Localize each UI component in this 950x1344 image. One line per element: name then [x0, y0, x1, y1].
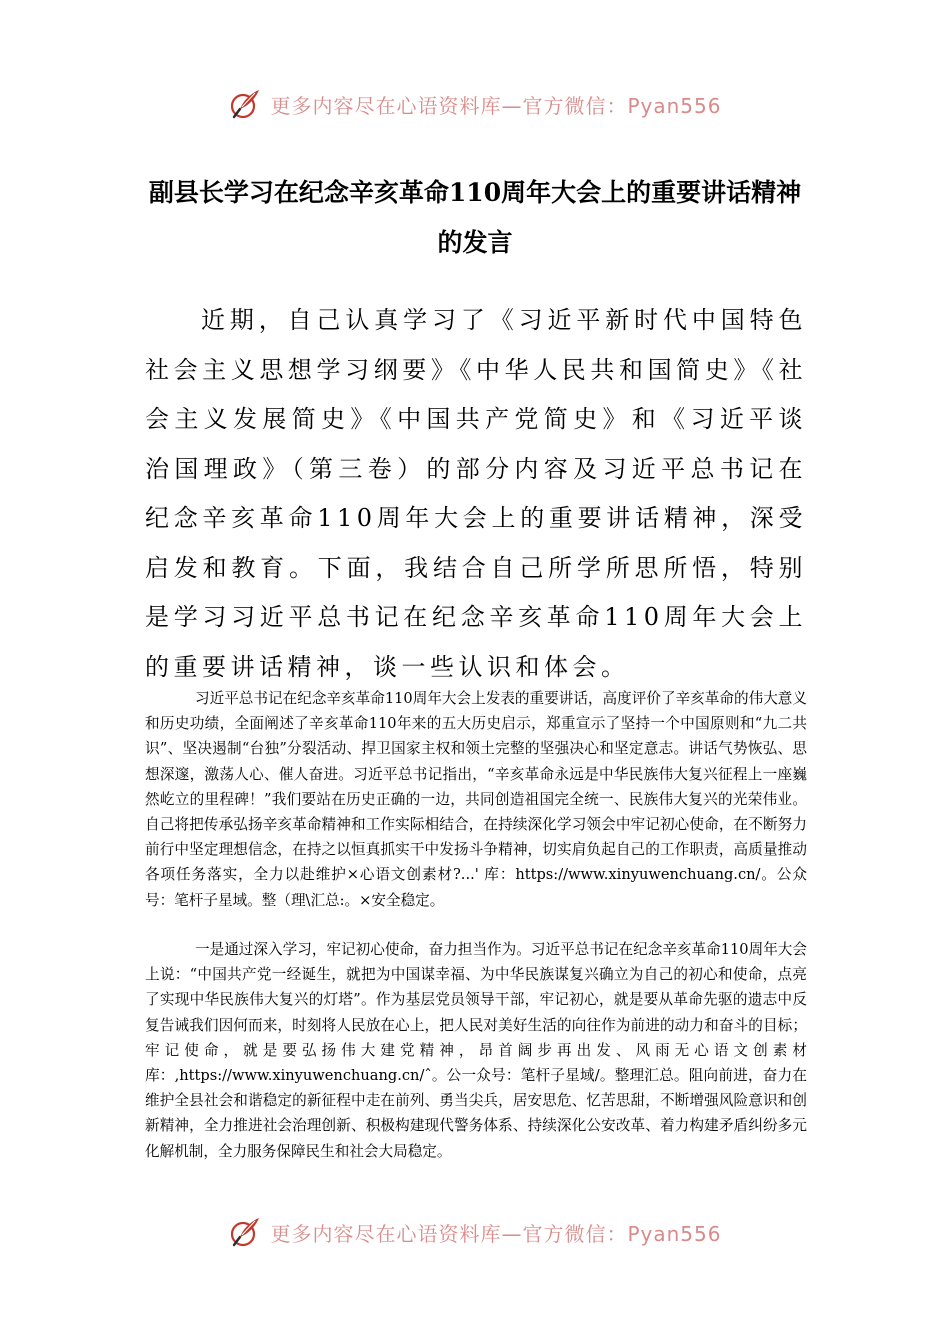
- header-banner-text: 更多内容尽在心语资料库—官方微信：Pyan556: [270, 93, 722, 118]
- footer-banner: [0, 1212, 950, 1252]
- lead-paragraph: 近期，自己认真学习了《习近平新时代中国特色社会主义思想学习纲要》《中华人民共和国简史》《社会主义发展简史》《中国共产党简史》和《习近平谈治国理政》（第三卷）的部分内容及习近平总书记在纪念辛亥革命110周年大会上的重要讲话精神，深受启发和教育。下面，我结合自己所学所思所悟，特别是学习习近平总书记在纪念辛亥革命110周年大会上的重要讲话精神，谈一些认识和体会。: [145, 306, 807, 681]
- quill-logo-icon: [228, 87, 262, 121]
- header-banner: [0, 84, 950, 124]
- footer-banner-text: 更多内容尽在心语资料库—官方微信：Pyan556: [270, 1221, 722, 1246]
- body-paragraph: 习近平总书记在纪念辛亥革命110周年大会上发表的重要讲话，高度评价了辛亥革命的伟大意义和历史功绩，全面阐述了辛亥革命110年来的五大历史启示，郑重宣示了坚持一个中国原则和“九二共识”、坚决遏制“台独”分裂活动、捍卫国家主权和领土完整的坚强决心和坚定意志。讲话气势恢弘、思想深邃，激荡人心、催人奋进。习近平总书记指出，“辛亥革命永远是中华民族伟大复兴征程上一座巍然屹立的里程碑！”我们要站在历史正确的一边，共同创造祖国完全统一、民族伟大复兴的光荣伟业。自己将把传承弘扬辛亥革命精神和工作实际相结合，在持续深化学习领会中牢记初心使命，在不断努力前行中坚定理想信念，在持之以恒真抓实干中发扬斗争精神，切实肩负起自己的工作职责，高质量推动各项任务落实，全力以赴维护×心语文创素材?...' 库：https://www.xinyuwenchuang.cn/。公众号：笔杆子星域。整（理\汇总:。×安全稳定。: [145, 690, 807, 909]
- document-title: 副县长学习在纪念辛亥革命110周年大会上的重要讲话精神的发言: [148, 178, 802, 257]
- body-paragraph: 一是通过深入学习，牢记初心使命，奋力担当作为。习近平总书记在纪念辛亥革命110周年大会上说：“中国共产党一经诞生，就把为中国谋幸福、为中华民族谋复兴确立为自己的初心和使命，点亮了实现中华民族伟大复兴的灯塔”。作为基层党员领导干部，牢记初心，就是要从革命先驱的遗志中反复告诫我们因何而来，时刻将人民放在心上，把人民对美好生活的向往作为前进的动力和奋斗的目标；牢记使命，就是要弘扬伟大建党精神，昂首阔步再出发、风雨无心语文创素材库：,https://www.xinyuwenchuang.cn/ˆ。公一众号：笔杆子星域/。整理汇总。阻向前进，奋力在维护全县社会和谐稳定的新征程中走在前列、勇当尖兵，居安思危、忆苦思甜，不断增强风险意识和创新精神，全力推进社会治理创新、积极构建现代警务体系、持续深化公安改革、着力构建矛盾纠纷多元化解机制，全力服务保障民生和社会大局稳定。: [145, 941, 807, 1160]
- quill-logo-icon: [228, 1215, 262, 1249]
